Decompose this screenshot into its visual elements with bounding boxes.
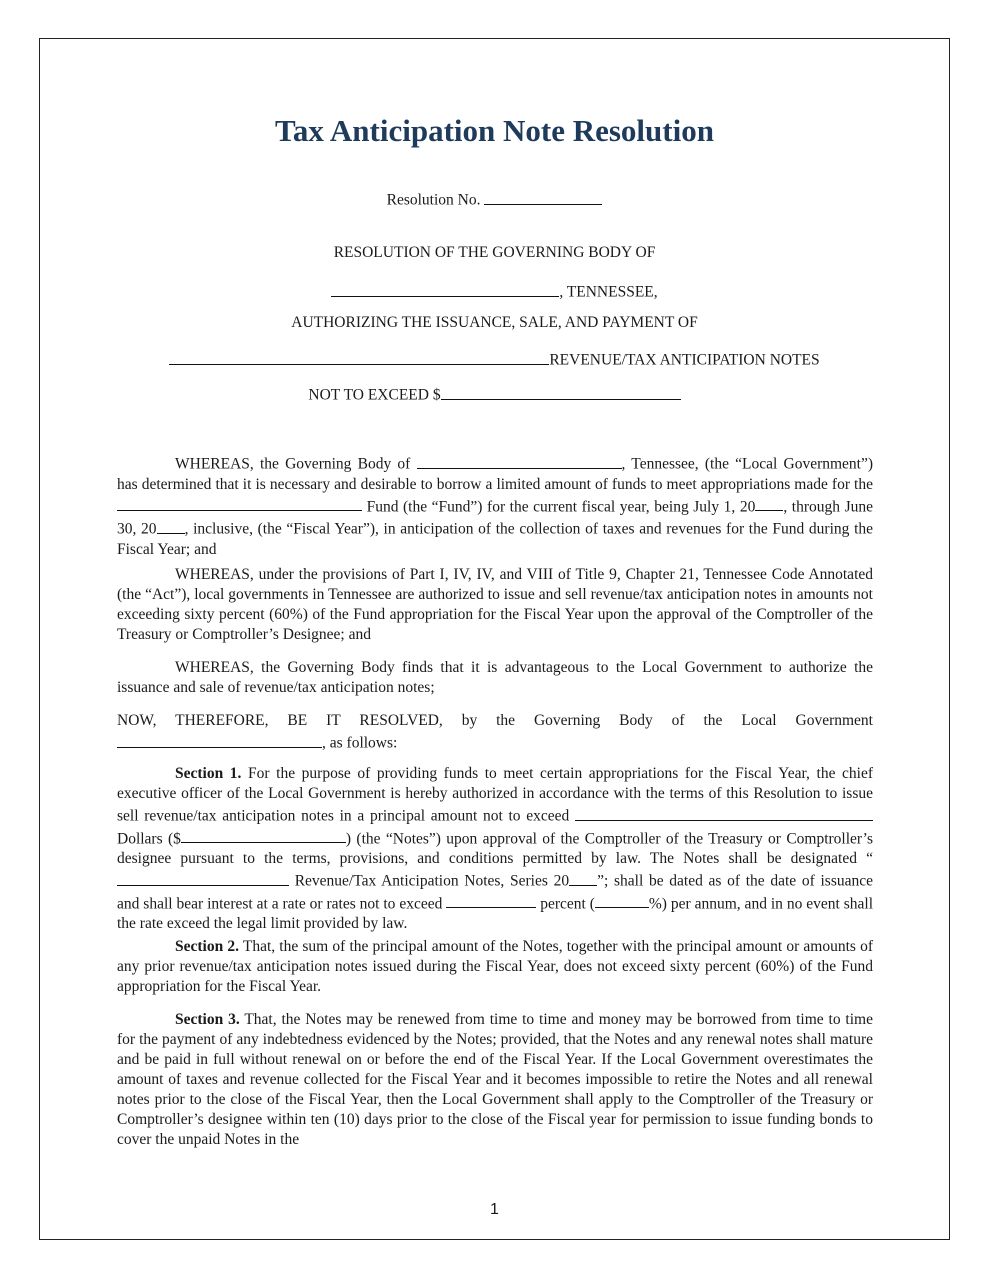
section-2-paragraph (117, 937, 873, 997)
whereas1-government-blank[interactable] (417, 452, 622, 469)
heading-line-2-suffix: , TENNESSEE, (559, 283, 658, 301)
document-title: Tax Anticipation Note Resolution (275, 113, 714, 148)
max-amount-blank[interactable] (441, 383, 681, 400)
series-year-blank[interactable] (569, 869, 597, 886)
interest-rate-figures-blank[interactable] (595, 892, 649, 909)
heading-line-4-suffix: REVENUE/TAX ANTICIPATION NOTES (549, 351, 820, 369)
whereas1-text-e: , inclusive, (the “Fiscal Year”), in anticipation of the collection of taxes and revenues for the Fund during the Fiscal Year; and (117, 520, 874, 558)
now-therefore-paragraph (117, 711, 873, 754)
section1-text-e: ”; shall be dated as of the date of issuance and shall bear interest at a rate or rates not to exceed (117, 872, 874, 912)
not-to-exceed-label: NOT TO EXCEED $ (308, 386, 441, 404)
section-3-paragraph (117, 1010, 873, 1150)
heading-line-5 (0, 383, 989, 405)
heading-line-3: AUTHORIZING THE ISSUANCE, SALE, AND PAYMENT OF (291, 314, 698, 331)
section1-text-b: Dollars ($ (117, 830, 181, 847)
section1-text-a: For the purpose of providing funds to meet certain appropriations for the Fiscal Year, the chief executive officer of the Local Government is hereby authorized in accordance with the terms of this Resolution to issue sell revenue/tax anticipation notes in a principal amount not to exceed (117, 765, 874, 825)
whereas1-text-b: , Tennessee, (the “Local Government”) has determined that it is necessary and desirable to borrow a limited amount of funds to meet appropriations made for the (117, 455, 874, 493)
now-therefore-text-b: , as follows: (322, 734, 398, 752)
heading-line-4 (0, 348, 989, 370)
interest-rate-words-blank[interactable] (446, 892, 536, 909)
section-3-label: Section 3. (175, 1011, 240, 1028)
section2-text: That, the sum of the principal amount of the Notes, together with the principal amount or amounts of any prior revenue/tax anticipation notes issued during the Fiscal Year, does not exceed sixty percent (60%) of the Fund appropriation for the Fiscal Year. (117, 938, 873, 995)
whereas-paragraph-1 (117, 452, 873, 560)
whereas2-text: WHEREAS, under the provisions of Part I, IV, IV, and VIII of Title 9, Chapter 21, Tennessee Code Annotated (the “Act”), local governments in Tennessee are authorized to issue and sell revenue/tax anticipation notes in amounts not exceeding sixty percent (60%) of the Fund appropriation for the Fiscal Year upon the approval of the Comptroller of the Treasury or Comptroller’s Designee; and (117, 566, 873, 643)
resolution-no-blank[interactable] (484, 188, 602, 205)
section-2-label: Section 2. (175, 938, 239, 955)
whereas3-text: WHEREAS, the Governing Body finds that it is advantageous to the Local Government to authorize the issuance and sale of revenue/tax anticipation notes; (117, 659, 873, 696)
notes-description-blank[interactable] (169, 348, 549, 365)
principal-words-blank[interactable] (575, 804, 873, 821)
whereas-paragraph-3 (117, 658, 873, 698)
whereas1-text-d: , through June 30, 20 (117, 498, 873, 538)
fiscal-start-year-blank[interactable] (755, 495, 783, 512)
section1-text-g: %) per annum, and in no event shall the rate exceed the legal limit provided by law. (117, 895, 873, 932)
whereas-paragraph-2 (117, 565, 873, 645)
resolution-no-label: Resolution No. (386, 191, 481, 209)
heading-line-2 (0, 280, 989, 302)
page-number: 1 (490, 1201, 499, 1218)
notes-designation-blank[interactable] (117, 869, 289, 886)
fiscal-end-year-blank[interactable] (157, 517, 185, 534)
section3-text: That, the Notes may be renewed from time to time and money may be borrowed from time to time for the payment of any indebtedness evidenced by the Notes; provided, that the Notes and any renewal notes shall mature and be paid in full without renewal on or before the end of the Fiscal Year. If the Local Government overestimates the amount of taxes and revenue collected for the Fiscal Year and it becomes impossible to retire the Notes and all renewal notes prior to the close of the Fiscal Year, then the Local Government shall apply to the Comptroller of the Treasury or Comptroller’s designee within ten (10) days prior to the close of the Fiscal year for permission to issue funding bonds to cover the unpaid Notes in the (117, 1011, 873, 1148)
section1-text-c: ) (the “Notes”) upon approval of the Comptroller of the Treasury or Comptroller’s designee pursuant to the terms, provisions, and conditions permitted by law. The Notes shall be designated “ (117, 830, 873, 867)
section1-text-f: percent ( (540, 895, 595, 912)
section-1-label: Section 1. (175, 765, 242, 782)
now-therefore-government-blank[interactable] (117, 731, 322, 748)
section1-text-d: Revenue/Tax Anticipation Notes, Series 20 (294, 872, 570, 890)
now-therefore-text-a: NOW, THEREFORE, BE IT RESOLVED, by the Governing Body of the Local Government (117, 712, 873, 729)
whereas1-text-a: WHEREAS, the Governing Body of (175, 455, 411, 473)
heading-line-1: RESOLUTION OF THE GOVERNING BODY OF (333, 244, 656, 261)
resolution-number-line (0, 188, 989, 210)
section-1-paragraph (117, 764, 873, 934)
whereas1-text-c: Fund (the “Fund”) for the current fiscal year, being July 1, 20 (366, 498, 756, 515)
fund-name-blank[interactable] (117, 495, 362, 512)
principal-figures-blank[interactable] (181, 827, 346, 844)
government-name-blank[interactable] (331, 280, 559, 297)
